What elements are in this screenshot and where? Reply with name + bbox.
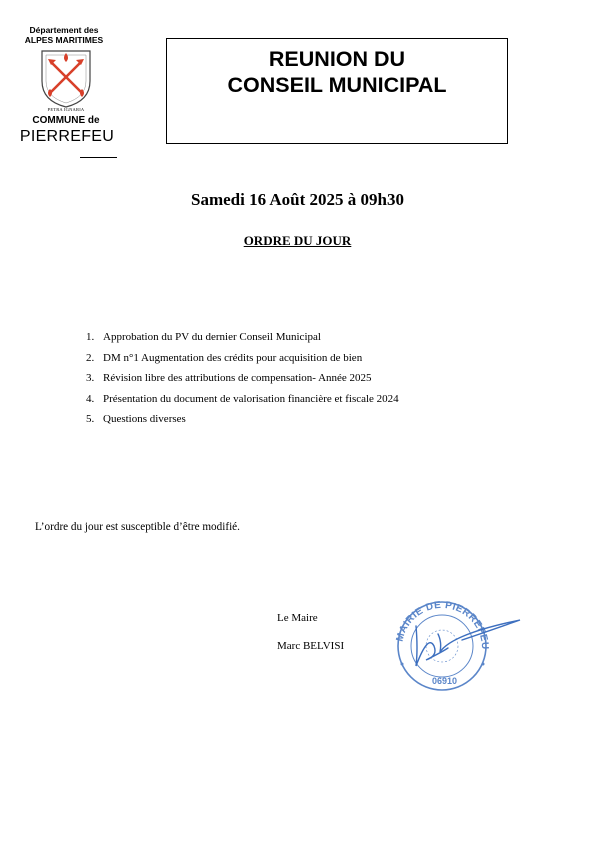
document-title [167, 46, 507, 98]
agenda-heading: ORDRE DU JOUR [243, 233, 352, 248]
meeting-date: Samedi 16 Août 2025 à 09h30 [191, 190, 404, 209]
town-crest-logo [38, 47, 94, 109]
department-label [18, 25, 110, 45]
agenda-item-number: 3. [86, 372, 95, 385]
agenda-item [86, 393, 466, 414]
crest-motto: PETRA IGNARIA [47, 107, 85, 112]
header-divider [80, 157, 117, 158]
department-line1: Département des [29, 25, 99, 35]
agenda-list [86, 331, 466, 434]
agenda-item [86, 331, 466, 352]
mayor-stamp-and-signature [380, 594, 525, 694]
department-line2: ALPES MARITIMES [24, 35, 104, 45]
agenda-item [86, 352, 466, 373]
signer-title: Le Maire [277, 612, 318, 624]
stamp-text: MAIRIE DE PIERREFEU [394, 599, 491, 651]
stamp-postcode: 06910 [432, 676, 458, 686]
agenda-item-number: 4. [86, 392, 95, 405]
title-line2: CONSEIL MUNICIPAL [227, 73, 447, 97]
agenda-item-text: Approbation du PV du dernier Conseil Municipal [103, 331, 321, 343]
agenda-item-number: 1. [86, 331, 95, 343]
agenda-item-text: Présentation du document de valorisation financière et fiscale 2024 [103, 392, 399, 405]
signer-name: Marc BELVISI [277, 640, 345, 652]
commune-label: COMMUNE de [32, 115, 100, 126]
agenda-item [86, 372, 466, 393]
agenda-item [86, 413, 466, 434]
title-line1: REUNION DU [268, 47, 406, 71]
agenda-item-text: DM n°1 Augmentation des crédits pour acquisition de bien [103, 351, 363, 364]
agenda-item-text: Révision libre des attributions de compensation- Année 2025 [103, 372, 372, 385]
agenda-item-number: 2. [86, 351, 95, 364]
title-box [166, 38, 508, 144]
agenda-item-number: 5. [86, 413, 95, 426]
agenda-item-text: Questions diverses [103, 413, 186, 426]
modification-note: L’ordre du jour est susceptible d’être modifié. [35, 521, 240, 533]
svg-text:MAIRIE DE PIERREFEU [394, 600, 490, 650]
town-name: PIERREFEU [19, 128, 115, 145]
